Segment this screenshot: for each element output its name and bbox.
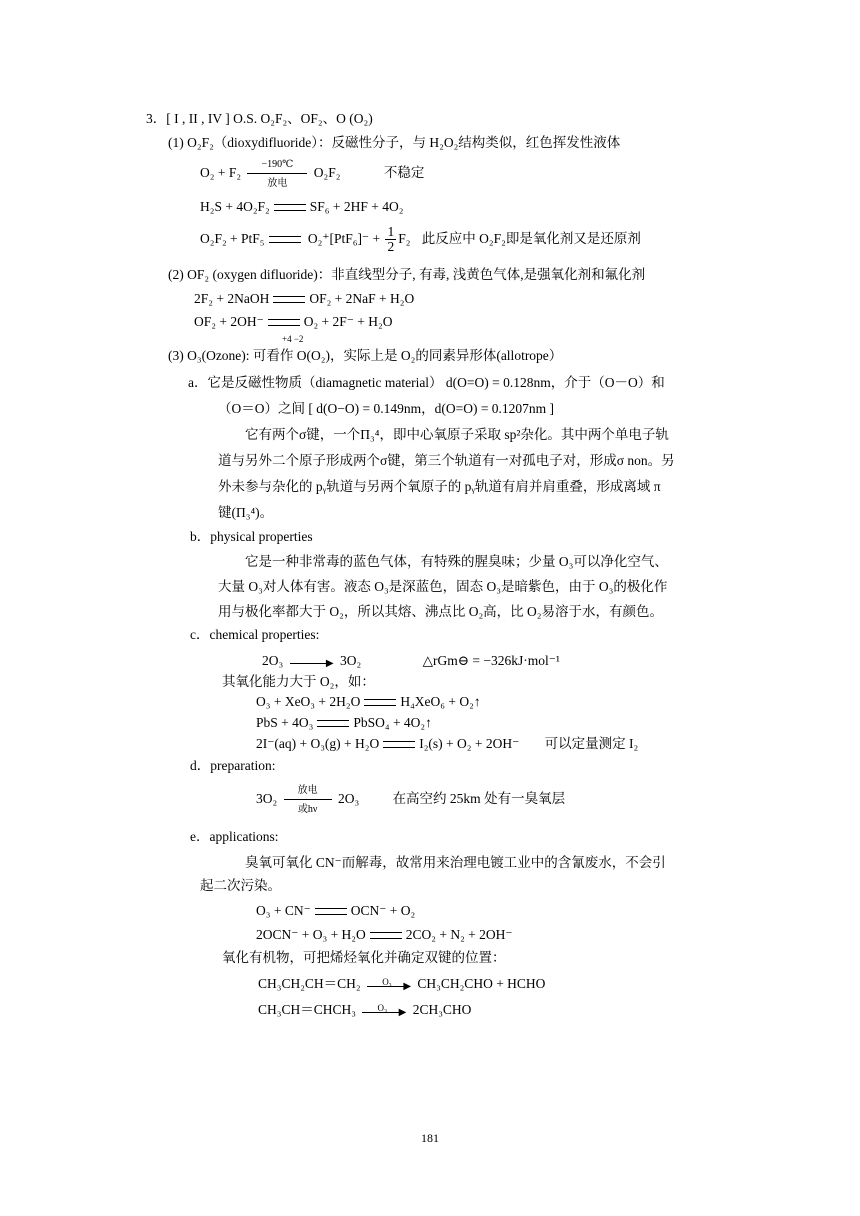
eq3-fraction: $\frac{1}{2}$ [387,224,395,255]
o2f2-intro: (1) O₂F₂（dioxydifluoride）：反磁性分子，与 H₂O₂结构类似，红色挥发性液体 [168,135,621,150]
app-para-1: 臭氧可氧化 CN⁻而解毒，故常用来治理电镀工业中的含氰废水，不会引 [245,855,666,870]
phys-para-2: 大量 O₃对人体有害。液态 O₃是深蓝色，固态 O₃是暗紫色，由于 O₃的极化作 [218,579,668,594]
item-a-line2: （O＝O）之间 [ d(O−O) = 0.149nm，d(O=O) = 0.1207nm ] [218,401,555,416]
bond-para-3: 外未参与杂化的 pᵧ轨道与另两个氧原子的 pᵧ轨道有肩并肩重叠，形成离域 π [218,479,661,494]
eq1-top: −190℃ [261,158,294,170]
phys-para-3: 用与极化率都大于 O₂，所以其熔、沸点比 O₂高，比 O₂易溶于水，有颜色。 [218,604,663,619]
equation-13: CH₃CH₂CH＝CH₂ O₃ ▶ CH₃CH₂CHO + HCHO [258,976,546,992]
of2-intro: (2) OF₂ (oxygen difluoride)：非直线型分子, 有毒, 浅黄色气体,是强氧化剂和氟化剂 [168,267,646,282]
eq3-end: F₂ [398,231,411,246]
eq1-condition-arrow [247,159,307,189]
app-para-2: 起二次污染。 [200,878,281,893]
phys-para-1: 它是一种非常毒的蓝色气体，有特殊的腥臭味；少量 O₃可以净化空气、 [245,554,668,569]
equation-8: PbS + 4O₃ PbSO₄ + 4O₂↑ [256,715,432,730]
equation-11: O₃ + CN⁻ OCN⁻ + O₂ [256,903,416,918]
eq3-mid: O₂⁺[PtF₆]⁻ + [307,231,381,246]
item-c-heading: c．chemical properties: [190,627,320,642]
item-d-heading: d．preparation: [190,758,276,773]
equation-1 [200,158,424,190]
equation-6: 2O₃ ▶ 3O₂ △rGm⊖ = −326kJ·mol⁻¹ [262,653,560,669]
eq3-note: 此反应中 O₂F₂即是氧化剂又是还原剂 [421,231,641,246]
eq1-left: O₂ + F₂ [200,165,242,180]
equation-7: O₃ + XeO₃ + 2H₂O H₄XeO₆ + O₂↑ [256,694,481,709]
oxidation-states: +4 −2 [282,334,304,344]
equation-9: 2I⁻(aq) + O₃(g) + H₂O I₂(s) + O₂ + 2OH⁻ 可以定量测定 I₂ [256,736,639,751]
eq1-note: 不稳定 [383,165,425,180]
item-b-heading: b．physical properties [190,529,313,544]
equation-14: CH₃CH＝CHCH₃ O₃ ▶ 2CH₃CHO [258,1002,472,1018]
bond-para-1: 它有两个σ键，一个Π₃⁴，即中心氧原子采取 sp²杂化。其中两个单电子轨 [245,427,669,442]
eq2-left: H₂S + 4O₂F₂ [200,199,270,214]
eq1-bottom: 放电 [267,177,288,189]
oxidizing-intro: 其氧化能力大于 O₂，如： [222,674,375,689]
equation-12: 2OCN⁻ + O₃ + H₂O 2CO₂ + N₂ + 2OH⁻ [256,927,513,942]
gibbs-energy: △rGm⊖ = −326kJ·mol⁻¹ [422,653,560,668]
equation-4: 2F₂ + 2NaOH OF₂ + 2NaF + H₂O [194,291,415,306]
eq10-note: 在高空约 25km 处有一臭氧层 [392,791,566,806]
page-number: 181 [421,1131,439,1145]
item-a-line1: a．它是反磁性物质（diamagnetic material） d(O=O) = 0.128nm，介于（O－O）和 [188,375,665,390]
bond-para-2: 道与另外二个原子形成两个σ键，第三个轨道有一对孤电子对，形成σ non。另 [218,453,675,468]
eq2-right: SF₆ + 2HF + 4O₂ [309,199,404,214]
o3-intro: (3) O₃(Ozone): 可看作 O(O₂)，实际上是 O₂的同素异形体(allotrope） [168,348,563,363]
section-heading: 3．[ I , II , IV ] O.S. O₂F₂、OF₂、O (O₂) [146,111,373,126]
equation-3 [200,222,641,258]
equation-5: OF₂ + 2OH⁻ O₂ + 2F⁻ + H₂O [194,314,393,329]
equation-2 [200,198,403,216]
eq3-left: O₂F₂ + PtF₅ [200,231,265,246]
eq9-note: 可以定量测定 I₂ [544,736,639,751]
organic-intro: 氧化有机物，可把烯烃氧化并确定双键的位置： [222,950,506,965]
bond-para-4: 键(Π₃⁴)。 [218,505,274,520]
equation-10: 3O₂ 放电 或hν 2O₃ 在高空约 25km 处有一臭氧层 [256,784,566,815]
item-e-heading: e．applications: [190,829,279,844]
eq1-right: O₂F₂ [313,165,341,180]
